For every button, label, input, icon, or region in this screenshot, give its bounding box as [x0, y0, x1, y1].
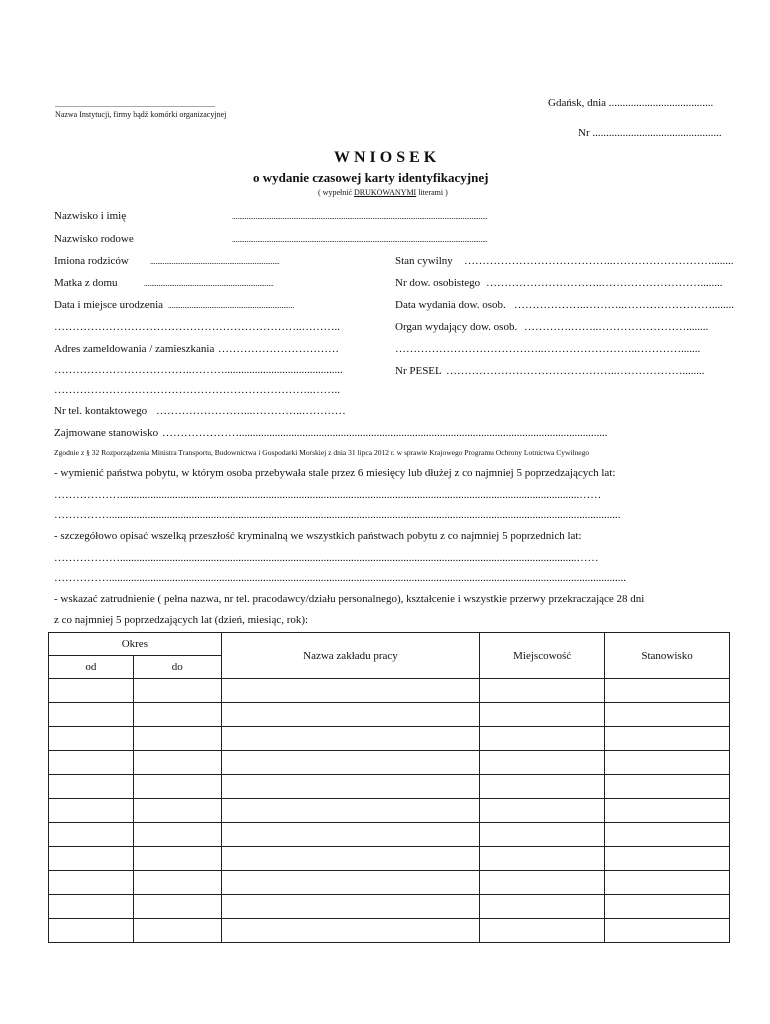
countries-label: - wymienić państwa pobytu, w którym osoba przebywała stale przez 6 miesięcy lub dłużej z co najmniej 5 poprzedzających lat: — [54, 467, 616, 479]
family-name-label: Nazwisko rodowe — [54, 233, 134, 245]
parents-field[interactable]: ........................................................................ — [150, 257, 280, 266]
position-field[interactable]: …………………...................................................................................................................................... — [162, 427, 608, 439]
table-row — [49, 895, 730, 919]
form-subtitle: o wydanie czasowej karty identyfikacyjnej — [253, 170, 489, 185]
employment-label-2: z co najmniej 5 poprzedzających lat (dzień, miesiąc, rok): — [54, 614, 309, 626]
address-label: Adres zameldowania / zamieszkania — [54, 343, 215, 355]
to-cell[interactable] — [133, 847, 221, 871]
from-cell[interactable] — [49, 703, 134, 727]
legal-note: Zgodnie z § 32 Rozporządzenia Ministra Transportu, Budownictwa i Gospodarki Morskiej z dnia 31 lipca 2012 r. w sprawie Krajowego Programu Ochrony Lotnictwa Cywilnego — [54, 448, 590, 457]
workplace-cell[interactable] — [221, 727, 480, 751]
family-name-field[interactable]: .............................................................................................................................................. — [232, 235, 488, 244]
to-cell[interactable] — [133, 751, 221, 775]
to-cell[interactable] — [133, 799, 221, 823]
from-cell[interactable] — [49, 895, 134, 919]
to-cell[interactable] — [133, 895, 221, 919]
table-row — [49, 775, 730, 799]
address-line-2[interactable]: ………………………………..………........................................... — [54, 364, 343, 376]
from-cell[interactable] — [49, 919, 134, 943]
to-cell[interactable] — [133, 679, 221, 703]
table-row — [49, 823, 730, 847]
civil-status-field[interactable]: …………………………………..………………………........ — [464, 255, 734, 267]
mother-field[interactable]: ........................................................................ — [144, 279, 274, 288]
workplace-cell[interactable] — [221, 775, 480, 799]
from-cell[interactable] — [49, 727, 134, 751]
position-cell[interactable] — [605, 895, 730, 919]
workplace-cell[interactable] — [221, 703, 480, 727]
name-field[interactable]: .............................................................................................................................................. — [232, 212, 488, 221]
fill-instruction — [318, 189, 448, 197]
number-field[interactable]: Nr ............................................... — [578, 127, 722, 139]
workplace-header: Nazwa zakładu pracy — [221, 633, 480, 679]
workplace-cell[interactable] — [221, 871, 480, 895]
workplace-cell[interactable] — [221, 751, 480, 775]
fill-instruction-underlined: DRUKOWANYMI — [354, 188, 417, 197]
id-issuer-label: Organ wydający dow. osob. — [395, 321, 518, 333]
employment-label-1: - wskazać zatrudnienie ( pełna nazwa, nr tel. pracodawcy/działu personalnego), kształcenie i wszystkie przerwy przekraczające 28 dni — [54, 593, 645, 605]
birth-extra-line[interactable]: …………………………………………………………..……….. — [54, 321, 340, 333]
institution-dots[interactable]: ................................................................................ — [55, 100, 215, 109]
pesel-field[interactable]: ………………………………………..………………........ — [446, 365, 705, 377]
table-row — [49, 679, 730, 703]
birth-label: Data i miejsce urodzenia — [54, 299, 164, 311]
city-cell[interactable] — [480, 871, 605, 895]
from-cell[interactable] — [49, 823, 134, 847]
to-cell[interactable] — [133, 775, 221, 799]
position-cell[interactable] — [605, 727, 730, 751]
id-number-field[interactable]: …………………………..………………………........ — [486, 277, 723, 289]
criminal-line-1[interactable]: ………………......................................................................................................................................................................…… — [54, 553, 599, 564]
city-date-field[interactable]: Gdańsk, dnia ...................................... — [548, 97, 714, 109]
table-row — [49, 799, 730, 823]
position-cell[interactable] — [605, 679, 730, 703]
id-issuer-field[interactable]: ………….……..……………………........ — [524, 321, 709, 333]
to-cell[interactable] — [133, 871, 221, 895]
table-row — [49, 727, 730, 751]
position-cell[interactable] — [605, 751, 730, 775]
from-cell[interactable] — [49, 847, 134, 871]
table-row — [49, 847, 730, 871]
countries-line-1[interactable]: ……………….......................................................................................................................................................................…… — [54, 490, 602, 501]
city-cell[interactable] — [480, 799, 605, 823]
city-cell[interactable] — [480, 703, 605, 727]
name-label: Nazwisko i imię — [54, 210, 127, 222]
workplace-cell[interactable] — [221, 919, 480, 943]
city-cell[interactable] — [480, 823, 605, 847]
employment-table — [48, 632, 730, 943]
to-cell[interactable] — [133, 703, 221, 727]
city-header: Miejscowość — [480, 633, 605, 679]
city-cell[interactable] — [480, 775, 605, 799]
workplace-cell[interactable] — [221, 799, 480, 823]
birth-field[interactable]: ...................................................................... — [168, 301, 295, 310]
city-cell[interactable] — [480, 751, 605, 775]
id-number-label: Nr dow. osobistego — [395, 277, 481, 289]
id-date-label: Data wydania dow. osob. — [395, 299, 506, 311]
address-line-3[interactable]: ……………………………………………………………..…….. — [54, 384, 340, 396]
to-cell[interactable] — [133, 823, 221, 847]
position-cell[interactable] — [605, 871, 730, 895]
city-cell[interactable] — [480, 919, 605, 943]
from-cell[interactable] — [49, 871, 134, 895]
from-cell[interactable] — [49, 751, 134, 775]
countries-line-2[interactable]: …………….......................................................................................................................................................................................... — [54, 510, 621, 521]
address-field[interactable]: …………………………… — [218, 343, 339, 355]
position-cell[interactable] — [605, 823, 730, 847]
position-label: Zajmowane stanowisko — [54, 427, 159, 439]
to-cell[interactable] — [133, 727, 221, 751]
workplace-cell[interactable] — [221, 679, 480, 703]
table-row — [49, 871, 730, 895]
table-row — [49, 703, 730, 727]
position-header: Stanowisko — [605, 633, 730, 679]
position-cell[interactable] — [605, 703, 730, 727]
position-cell[interactable] — [605, 799, 730, 823]
table-row — [49, 919, 730, 943]
from-header: od — [49, 656, 134, 679]
mother-label: Matka z domu — [54, 277, 118, 289]
position-cell[interactable] — [605, 847, 730, 871]
city-cell[interactable] — [480, 895, 605, 919]
pesel-label: Nr PESEL — [395, 365, 442, 377]
institution-caption: Nazwa Instytucji, firmy bądź komórki organizacyjnej — [55, 110, 227, 119]
period-header: Okres — [49, 633, 222, 656]
phone-label: Nr tel. kontaktowego — [54, 405, 148, 417]
form-title: WNIOSEK — [334, 149, 441, 166]
parents-label: Imiona rodziców — [54, 255, 129, 267]
to-cell[interactable] — [133, 919, 221, 943]
workplace-cell[interactable] — [221, 847, 480, 871]
criminal-label: - szczegółowo opisać wszelką przeszłość kryminalną we wszystkich państwach pobytu z co najmniej 5 poprzednich lat: — [54, 530, 582, 542]
right-extra-line[interactable]: …………………………………..……………………..…………....... — [395, 343, 701, 355]
table-row — [49, 751, 730, 775]
city-cell[interactable] — [480, 847, 605, 871]
from-cell[interactable] — [49, 775, 134, 799]
workplace-cell[interactable] — [221, 823, 480, 847]
city-cell[interactable] — [480, 727, 605, 751]
position-cell[interactable] — [605, 775, 730, 799]
fill-instruction-prefix: ( wypełnić — [318, 188, 354, 197]
criminal-line-2[interactable]: ……………............................................................................................................................................................................................ — [54, 573, 626, 584]
to-header: do — [133, 656, 221, 679]
fill-instruction-suffix: literami ) — [416, 188, 448, 197]
from-cell[interactable] — [49, 799, 134, 823]
id-date-field[interactable]: ………………..………..……………………........ — [514, 299, 734, 311]
workplace-cell[interactable] — [221, 895, 480, 919]
city-cell[interactable] — [480, 679, 605, 703]
phone-field[interactable]: ……………………...…………..………… — [156, 405, 346, 417]
from-cell[interactable] — [49, 679, 134, 703]
civil-status-label: Stan cywilny — [395, 255, 453, 267]
position-cell[interactable] — [605, 919, 730, 943]
table-header-row — [49, 633, 730, 656]
